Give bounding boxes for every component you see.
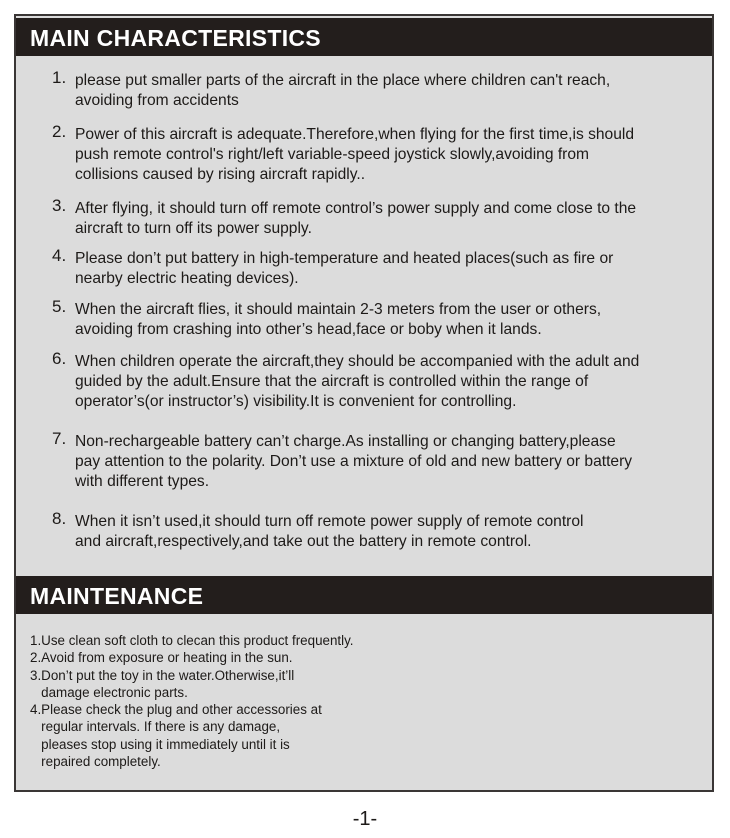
item-number: 5. <box>52 297 67 316</box>
item-text: Non-rechargeable battery can’t charge.As installing or changing battery,please pay attention to the polarity. Don’t use a mixture of old and new battery or battery with different types. <box>75 433 633 490</box>
maintenance-line: 3.Don’t put the toy in the water.Otherwise,it’ll <box>30 667 295 683</box>
item-text: When children operate the aircraft,they should be accompanied with the adult and guided by the adult.Ensure that the aircraft is controlled within the range of operator’s(or instructor’s) visibility.It is convenient for controlling. <box>75 353 640 410</box>
maintenance-line: 2.Avoid from exposure or heating in the sun. <box>30 650 293 666</box>
maintenance-list <box>30 632 450 770</box>
maintenance-line: 1.Use clean soft cloth to clecan this product frequently. <box>30 633 354 648</box>
maintenance-title: MAINTENANCE <box>30 583 204 609</box>
maintenance-line: 4.Please check the plug and other accessories at <box>30 702 322 718</box>
item-text: Please don’t put battery in high-temperature and heated places(such as fire or nearby electric heating devices). <box>75 250 614 287</box>
item-text: When it isn’t used,it should turn off remote power supply of remote control and aircraft,respectively,and take out the battery in remote control. <box>75 513 584 550</box>
page-number: -1- <box>352 808 378 830</box>
maintenance-line: pleases stop using it immediately until it is <box>30 736 290 752</box>
item-text: Power of this aircraft is adequate.Therefore,when flying for the first time,is should push remote control's right/left variable-speed joystick slowly,avoiding from collisions caused by rising aircraft rapidly.. <box>75 126 635 183</box>
item-number: 4. <box>52 246 67 265</box>
item-number: 3. <box>52 196 67 215</box>
main-characteristics-title: MAIN CHARACTERISTICS <box>30 25 321 51</box>
maintenance-header <box>16 576 712 614</box>
maintenance-line: repaired completely. <box>30 754 161 770</box>
item-number: 6. <box>52 349 67 368</box>
main-characteristics-header <box>16 18 712 56</box>
item-text: After flying, it should turn off remote control’s power supply and come close to the aircraft to turn off its power supply. <box>75 200 637 237</box>
maintenance-line: regular intervals. If there is any damage, <box>30 719 281 735</box>
item-number: 2. <box>52 122 67 141</box>
item-number: 7. <box>52 429 67 448</box>
maintenance-line: damage electronic parts. <box>30 684 188 700</box>
item-text: please put smaller parts of the aircraft in the place where children can't reach, avoiding from accidents <box>75 72 611 109</box>
item-text: When the aircraft flies, it should maintain 2-3 meters from the user or others, avoiding from crashing into other’s head,face or boby when it lands. <box>75 301 602 338</box>
item-number: 8. <box>52 509 67 528</box>
instruction-card <box>14 14 714 792</box>
item-number: 1. <box>52 68 67 87</box>
